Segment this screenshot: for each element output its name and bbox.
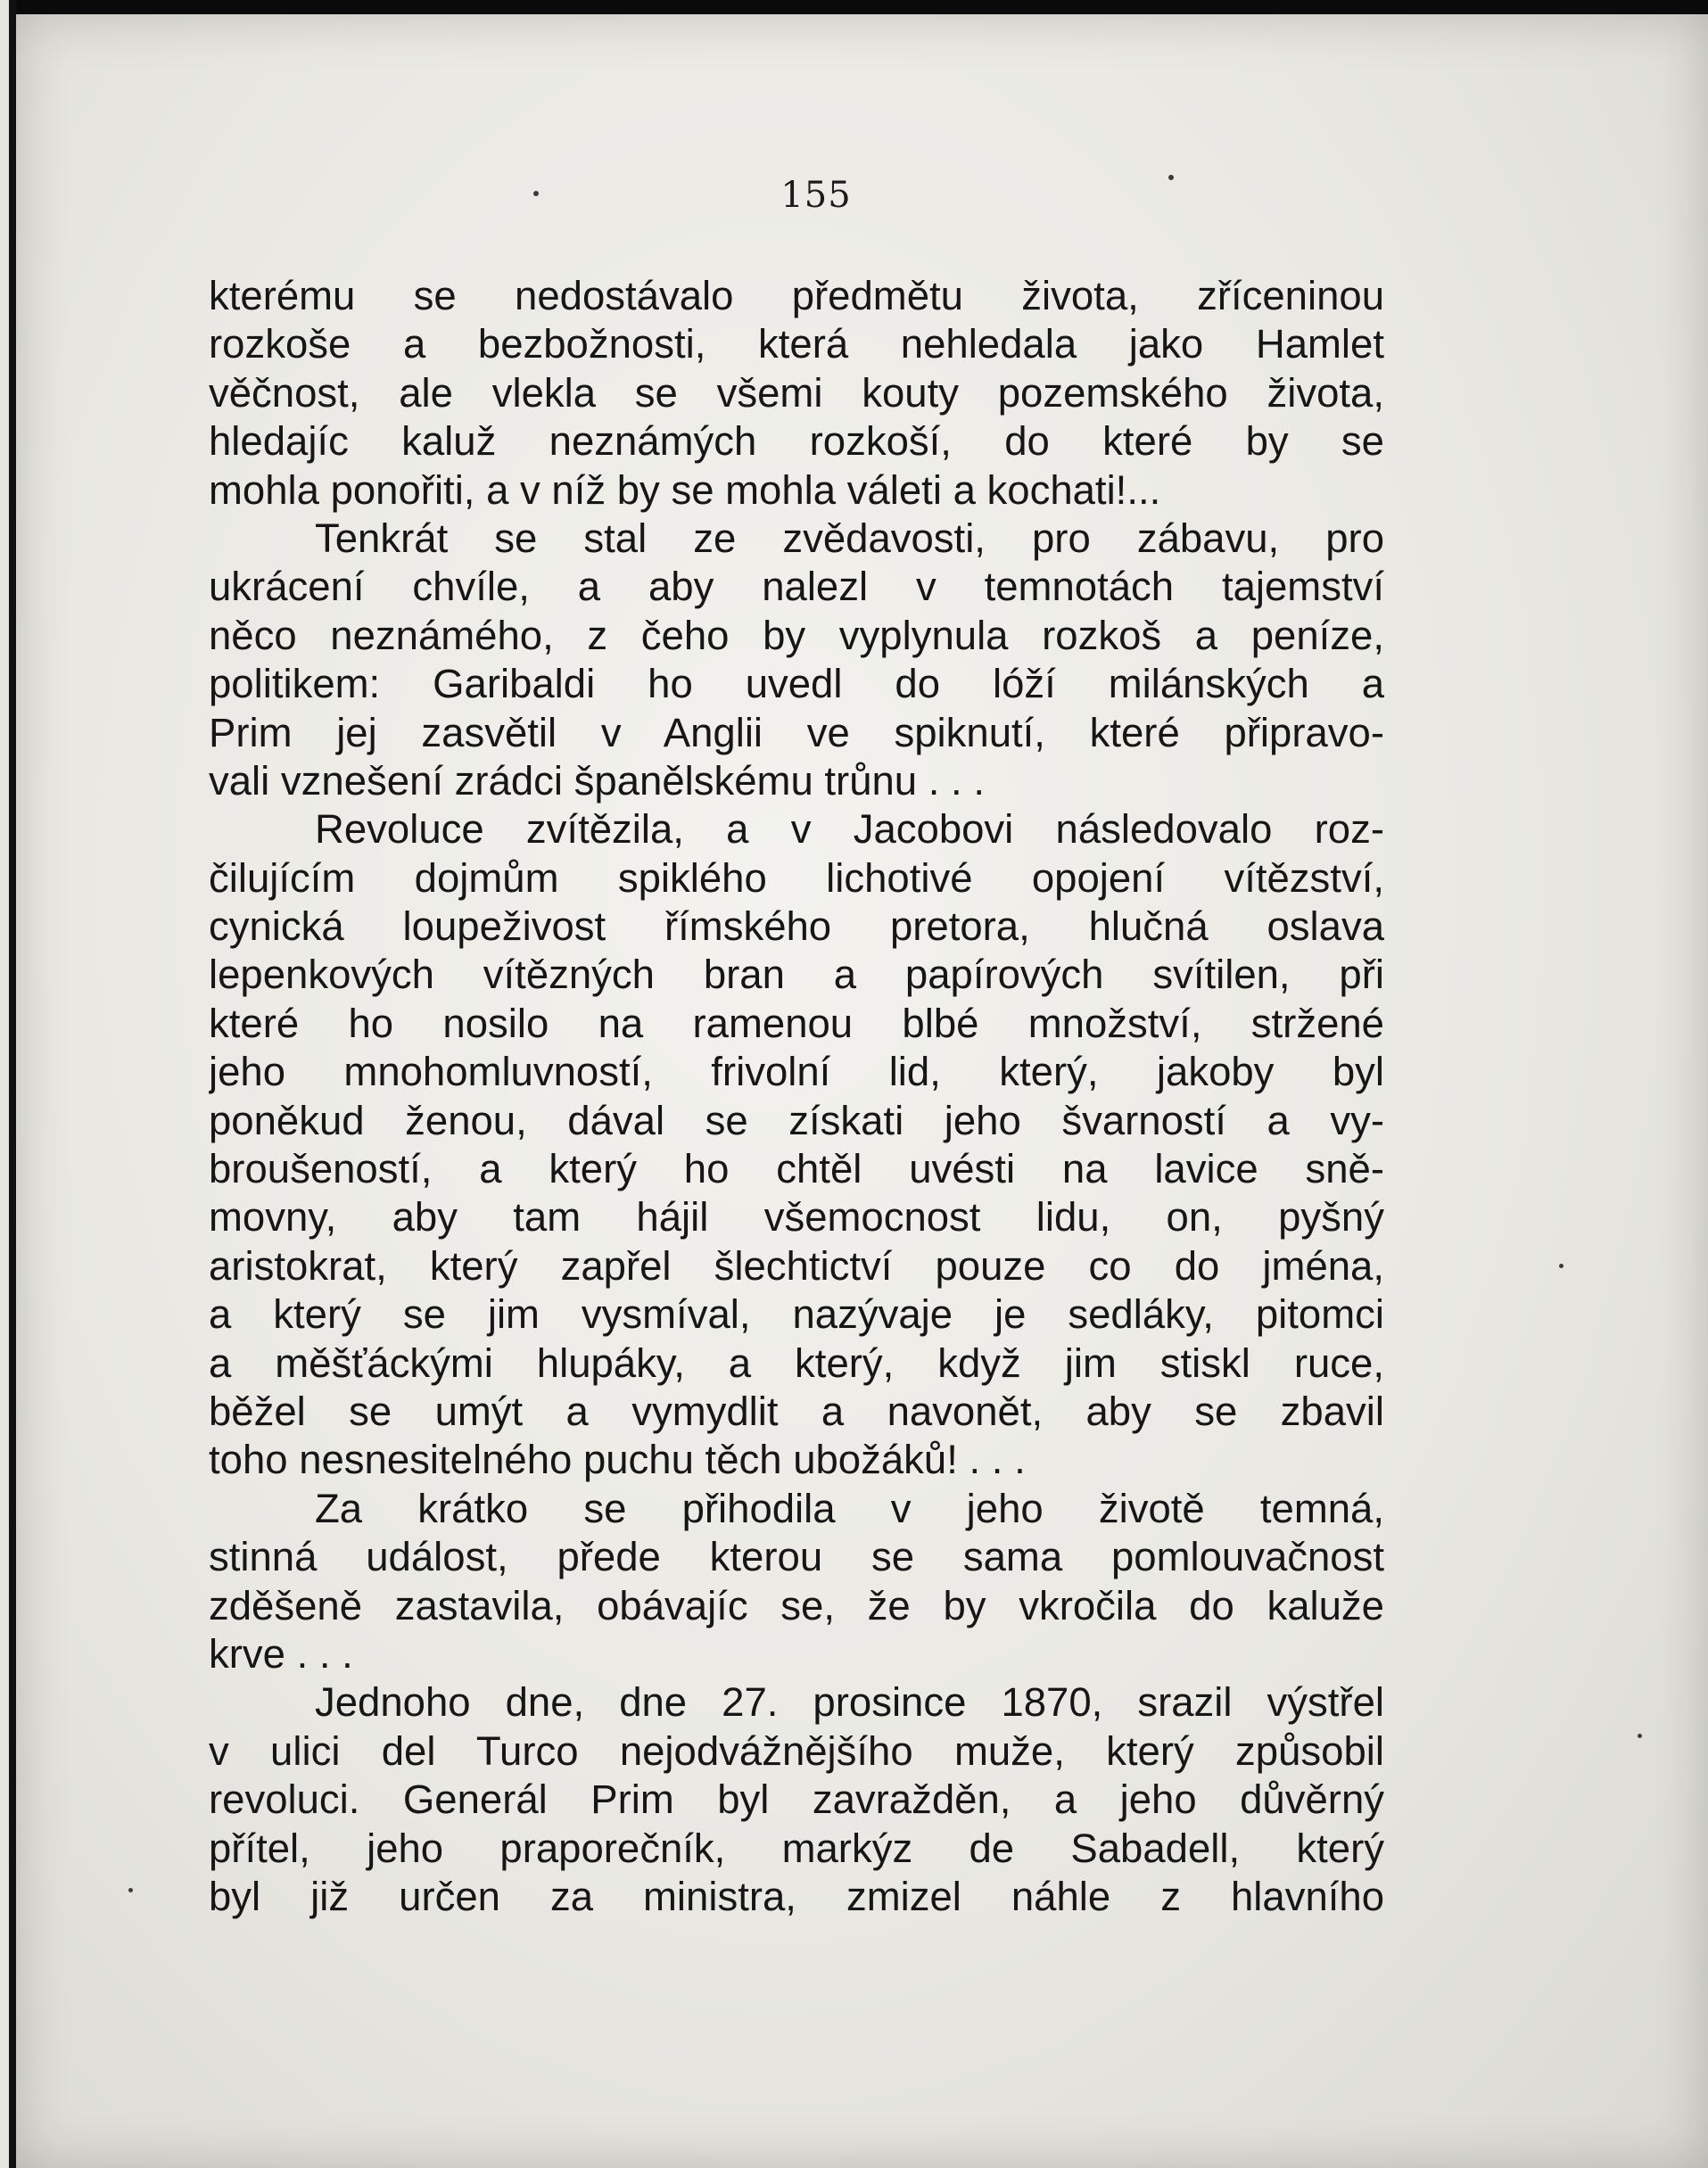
text-line: revoluci. Generál Prim byl zavražděn, a jeho důvěrný — [209, 1776, 1384, 1823]
text-line: hledajíc kaluž neznámých rozkoší, do které by se — [209, 418, 1384, 465]
text-line: zděšeně zastavila, obávajíc se, že by vkročila do kaluže — [209, 1582, 1384, 1628]
text-line: přítel, jeho praporečník, markýz de Sabadell, který — [209, 1825, 1384, 1871]
text-line: aristokrat, který zapřel šlechtictví pouze co do jména, — [209, 1242, 1384, 1289]
text-line: věčnost, ale vlekla se všemi kouty pozemského života, — [209, 369, 1384, 416]
text-line: toho nesnesitelného puchu těch ubožáků! . . . — [209, 1437, 1026, 1483]
body-text — [209, 272, 1384, 1921]
text-line: jeho mnohomluvností, frivolní lid, který, jakoby byl — [209, 1049, 1384, 1095]
text-line: v ulici del Turco nejodvážnějšího muže, který způsobil — [209, 1727, 1384, 1774]
text-line: vali vznešení zrádci španělskému trůnu . . . — [209, 757, 985, 804]
ink-speck — [1168, 175, 1174, 180]
text-line: které ho nosilo na ramenou blbé množství, stržené — [209, 1000, 1384, 1046]
text-line: čilujícím dojmům spiklého lichotivé opojení vítězství, — [209, 854, 1384, 901]
text-line: Prim jej zasvětil v Anglii ve spiknutí, které připravo- — [209, 709, 1384, 755]
ink-speck — [1638, 1734, 1642, 1738]
ink-speck — [128, 1888, 133, 1892]
text-line: ukrácení chvíle, a aby nalezl v temnotách tajemství — [209, 564, 1384, 610]
page-number: 155 — [780, 175, 852, 216]
paragraph-start-line: Revoluce zvítězila, a v Jacobovi následovalo roz- — [315, 806, 1384, 853]
text-line: broušeností, a který ho chtěl uvésti na lavice sně- — [209, 1146, 1384, 1192]
paragraph-start-line: Tenkrát se stal ze zvědavosti, pro zábavu, pro — [315, 515, 1384, 561]
text-line: něco neznámého, z čeho by vyplynula rozkoš a peníze, — [209, 612, 1384, 658]
text-line: a který se jim vysmíval, nazývaje je sedláky, pitomci — [209, 1291, 1384, 1338]
left-border — [0, 0, 16, 2168]
text-line: politikem: Garibaldi ho uvedl do lóží milánských a — [209, 661, 1384, 707]
paragraph-start-line: Za krátko se přihodila v jeho životě temná, — [315, 1485, 1384, 1531]
text-line: běžel se umýt a vymydlit a navonět, aby se zbavil — [209, 1388, 1384, 1434]
text-line: poněkud ženou, dával se získati jeho švarností a vy- — [209, 1097, 1384, 1143]
text-line: cynická loupeživost římského pretora, hlučná oslava — [209, 903, 1384, 950]
text-line: krve . . . — [209, 1630, 353, 1677]
text-line: kterému se nedostávalo předmětu života, zříceninou — [209, 273, 1384, 318]
text-line: mohla ponořiti, a v níž by se mohla váleti a kochati!... — [209, 466, 1161, 513]
text-line: a měšťáckými hlupáky, a který, když jim stiskl ruce, — [209, 1340, 1384, 1386]
text-line: rozkoše a bezbožnosti, která nehledala jako Hamlet — [209, 321, 1384, 367]
top-border — [0, 0, 1708, 14]
text-line: stinná událost, přede kterou se sama pomlouvačnost — [209, 1534, 1384, 1580]
text-line: byl již určen za ministra, zmizel náhle z hlavního — [209, 1873, 1384, 1919]
paragraph-start-line: Jednoho dne, dne 27. prosince 1870, srazil výstřel — [315, 1679, 1384, 1726]
text-line: movny, aby tam hájil všemocnost lidu, on, pyšný — [209, 1194, 1384, 1241]
ink-speck — [533, 191, 539, 196]
ink-speck — [1559, 1264, 1564, 1268]
text-line: lepenkových vítězných bran a papírových svítilen, při — [209, 952, 1384, 998]
